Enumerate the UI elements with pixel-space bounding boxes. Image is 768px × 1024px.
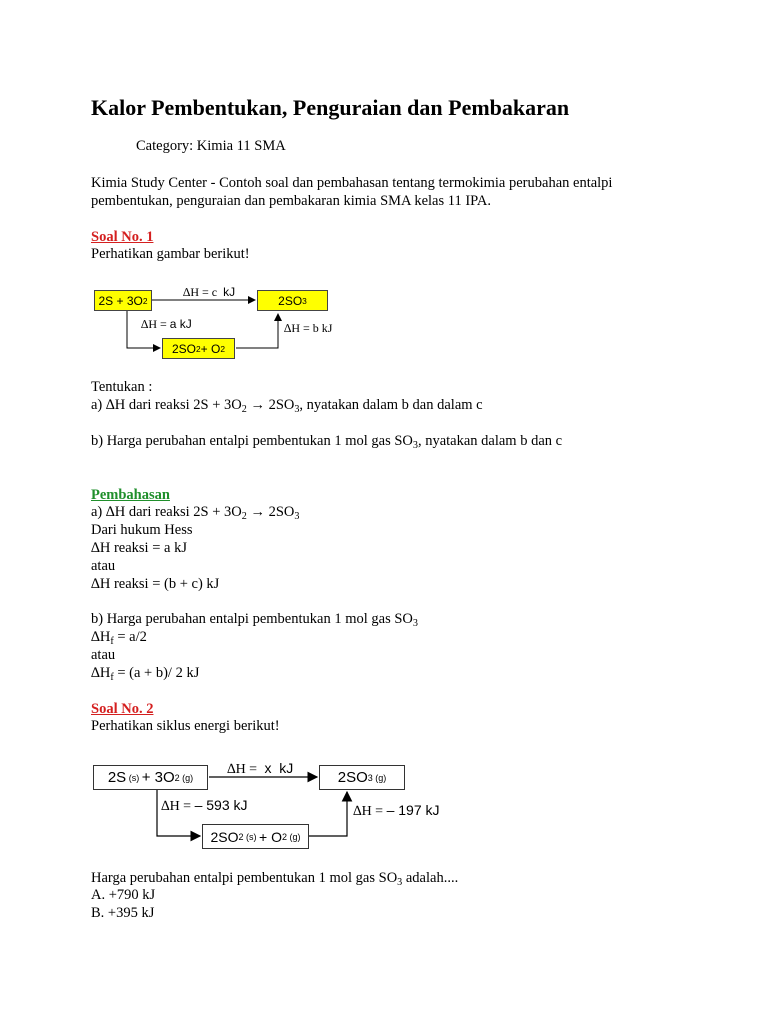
pembahasan-line-5: ∆H reaksi = (b + c) kJ (91, 576, 220, 592)
soal-2-prompt: Perhatikan siklus energi berikut! (91, 718, 280, 734)
soal-2-option-a: A. +790 kJ (91, 887, 156, 903)
diagram-1-dh-left: ∆H = a kJ (141, 317, 192, 331)
pembahasan-line-1: a) ∆H dari reaksi $2S + 3O_2 \to 2SO_3$ (91, 504, 300, 522)
soal-2-question: Harga perubahan entalpi pembentukan 1 mol gas $SO_3$ adalah.... (91, 870, 459, 888)
diagram-2-box-mid: 2SO 2 (s) + O 2 (g) (202, 824, 309, 849)
pembahasan-line-2: Dari hukum Hess (91, 522, 193, 538)
soal-1-prompt: Perhatikan gambar berikut! (91, 246, 250, 262)
diagram-1-dh-right: ∆H = b kJ (284, 321, 333, 335)
pembahasan-b-line-4: $\Delta H_f = (a + b)/$ 2 kJ (91, 665, 200, 683)
soal-2-option-b: B. +395 kJ (91, 905, 155, 921)
diagram-2-box-start: 2S (s) + 3O 2 (g) (93, 765, 208, 790)
soal-1-question-b: b) Harga perubahan entalpi pembentukan 1 mol gas $SO_3$, nyatakan dalam b dan c (91, 433, 563, 451)
pembahasan-b-line-3: atau (91, 647, 116, 663)
diagram-2-box-end: 2SO 3 (g) (319, 765, 405, 790)
diagram-2-dh-left: ∆H = – 593 kJ (161, 797, 248, 814)
pembahasan-heading: Pembahasan (91, 487, 170, 503)
soal-1-tentukan: Tentukan : (91, 379, 153, 395)
diagram-1-box-mid: 2SO 2 + O 2 (162, 338, 235, 359)
diagram-1-dh-top: ∆H = c kJ (183, 285, 236, 299)
diagram-2-dh-right: ∆H = – 197 kJ (353, 802, 440, 819)
category: Category: Kimia 11 SMA (136, 138, 286, 154)
soal-1-question-a: a) ∆H dari reaksi $2S + 3O_2 \to 2SO_3$, nyatakan dalam b dan dalam c (91, 397, 483, 415)
intro-line-2: pembentukan, penguraian dan pembakaran kimia SMA kelas 11 IPA. (91, 193, 492, 209)
soal-2-heading: Soal No. 2 (91, 701, 154, 717)
diagram-1-box-start: 2S + 3O 2 (94, 290, 152, 311)
intro-line-1: Kimia Study Center - Contoh soal dan pembahasan tentang termokimia perubahan entalpi (91, 175, 613, 191)
soal-1-heading: Soal No. 1 (91, 229, 154, 245)
diagram-1-box-end: 2SO 3 (257, 290, 328, 311)
page-title: Kalor Pembentukan, Penguraian dan Pembakaran (91, 95, 570, 120)
pembahasan-line-4: atau (91, 558, 116, 574)
pembahasan-b-line-2: $\Delta H_f = a/2$ (91, 629, 147, 647)
pembahasan-line-3: ∆H reaksi = a kJ (91, 540, 187, 556)
pembahasan-b-line-1: b) Harga perubahan entalpi pembentukan 1 mol gas $SO_3$ (91, 611, 418, 629)
diagram-2-dh-top: ∆H = x kJ (227, 760, 294, 777)
